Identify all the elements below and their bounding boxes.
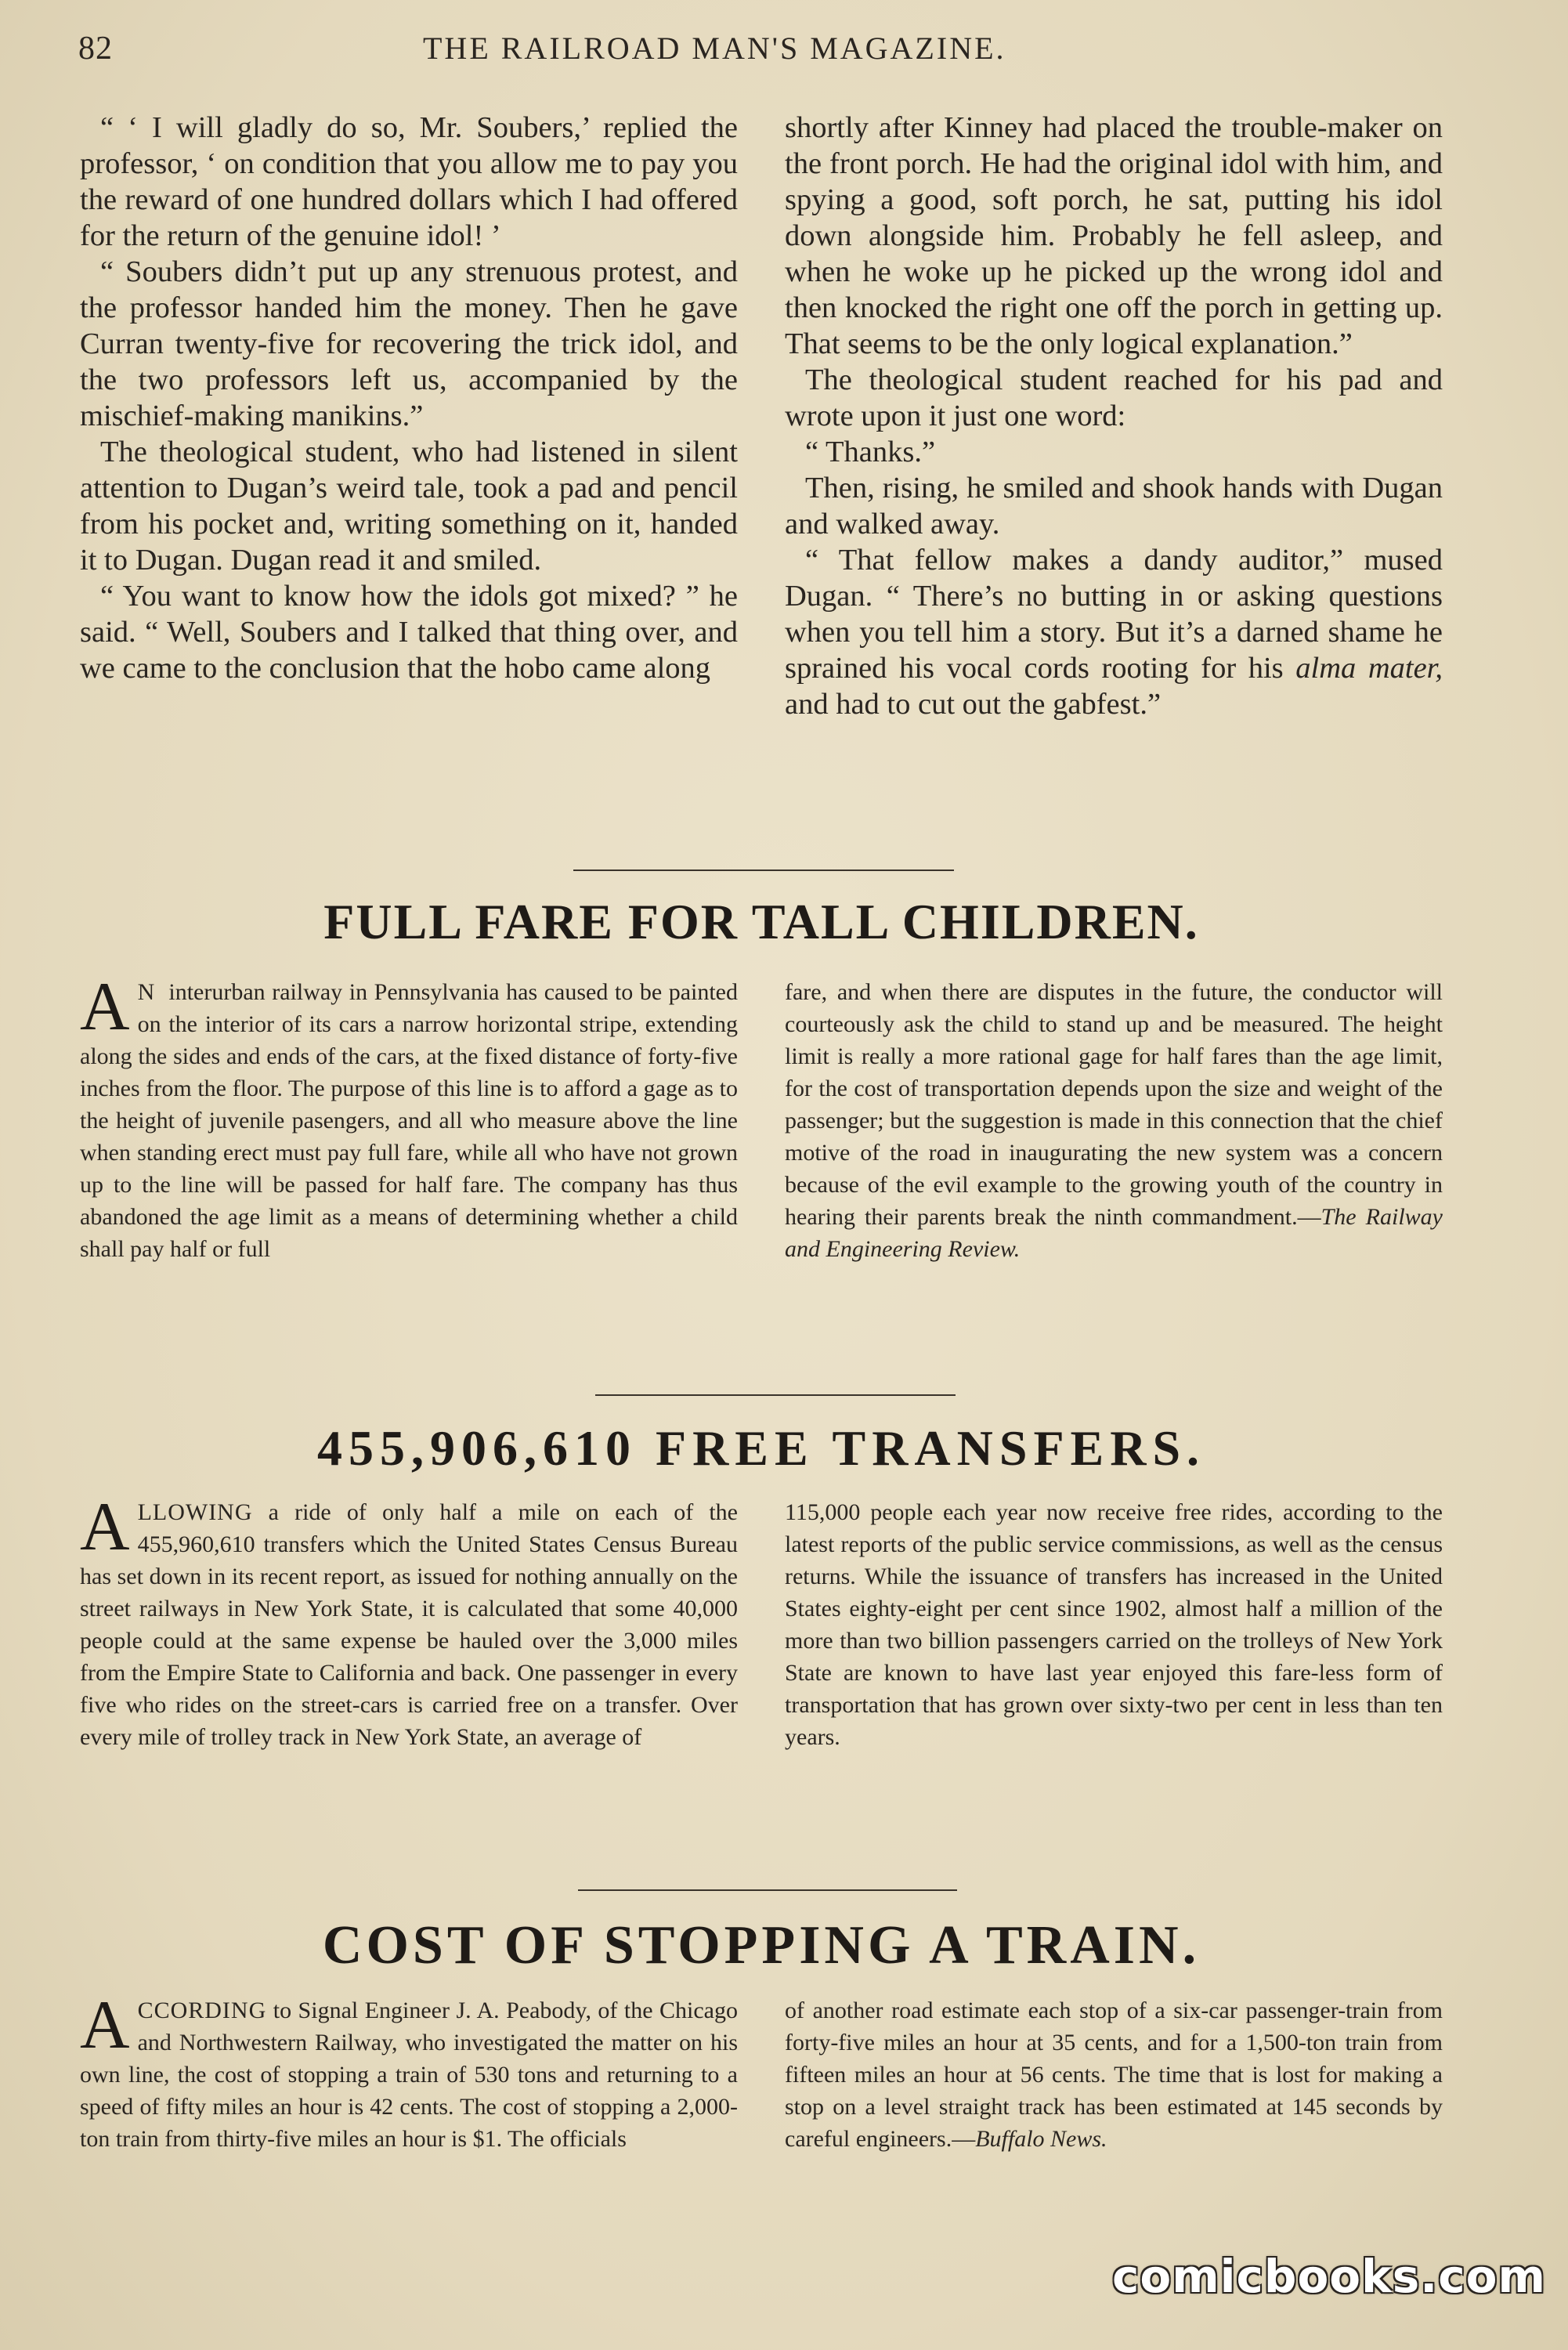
site-watermark: comicbooks.com	[1112, 2250, 1546, 2303]
article-source: The Railway and Engineering Review.	[785, 1204, 1443, 1262]
lead-in: N	[137, 979, 156, 1005]
story-text: “ That fellow makes a dandy auditor,” mused Dugan. “ There’s no butting in or asking questions when you tell him a story. But it’s a darned shame he sprained his vocal cords rooting for his	[785, 544, 1443, 685]
story-paragraph: shortly after Kinney had placed the trouble-maker on the front porch. He had the original idol with him, and spying a good, soft porch, he sat, putting his idol down alongside him. Probably he fell asleep, and when he woke up he picked up the wrong idol and then knocked the right one off the porch in getting up. That seems to be the only logical explanation.”	[785, 111, 1443, 360]
section-divider	[595, 1394, 956, 1396]
article-full-fare	[80, 969, 1443, 1368]
article-left-column	[80, 1489, 738, 1872]
story-continuation	[80, 110, 1443, 846]
story-paragraph: “ You want to know how the idols got mixed? ” he said. “ Well, Soubers and I talked that thing over, and we came to the conclusion that the hobo came along	[80, 580, 738, 685]
article-paragraph	[785, 976, 1443, 1265]
story-left-column	[80, 110, 738, 846]
article-paragraph	[80, 1489, 738, 1753]
story-paragraph: The theological student, who had listened in silent attention to Dugan’s weird tale, took a pad and pencil from his pocket and, writing something on it, handed it to Dugan. Dugan read it and smiled.	[80, 436, 738, 577]
article-paragraph	[785, 1994, 1443, 2155]
article-left-column	[80, 969, 738, 1368]
story-paragraph	[785, 542, 1443, 722]
story-italic-text: alma mater,	[1295, 652, 1443, 685]
article-headline: COST OF STOPPING A TRAIN.	[322, 1915, 1201, 1976]
story-right-column	[785, 110, 1443, 846]
article-text: fare, and when there are disputes in the future, the conductor will courteously ask the child to stand up and be measured. The height limit is really a more rational gage for half fares than the age limit, for the cost of transportation depends upon the size and weight of the passenger; but the suggestion is made in this connection that the chief motive of the road in inaugurating the new system was a concern because of the evil example to the growing youth of the country in hearing their parents break the ninth commandment.—	[785, 979, 1443, 1230]
section-divider	[573, 870, 954, 871]
article-text: a ride of only half a mile on each of the 455,960,610 transfers which the United States Census Bureau has set down in its recent report, as issued for nothing annually on the street railways in New York State, it is calculated that some 40,000 people could at the same expense be hauled over the 3,000 miles from the Empire State to California and back. One passenger in every five who rides on the street-cars is carried free on a transfer. Over every mile of trolley track in New York State, an average of	[80, 1499, 738, 1750]
article-text: interurban railway in Pennsylvania has caused to be painted on the interior of its cars a narrow horizontal stripe, extending along the sides and ends of the cars, at the fixed distance of forty-five inches from the floor. The purpose of this line is to afford a gage as to the height of juvenile pasengers, and all who measure above the line when standing erect must pay full fare, while all who have not grown up to the line will be passed for half fare. The company has thus abandoned the age limit as a means of determining whether a child shall pay half or full	[80, 979, 738, 1262]
lead-in: LLOWING	[137, 1499, 253, 1525]
story-paragraph: Then, rising, he smiled and shook hands with Dugan and walked away.	[785, 472, 1443, 540]
article-right-column	[785, 1496, 1443, 1872]
article-right-column	[785, 1994, 1443, 2229]
article-source: Buffalo News.	[975, 2126, 1107, 2152]
article-right-column	[785, 976, 1443, 1368]
lead-in: CCORDING	[137, 1998, 267, 2023]
article-text: to Signal Engineer J. A. Peabody, of the Chicago and Northwestern Railway, who investigated the matter on his own line, the cost of stopping a train of 530 tons and returning to a speed of fifty miles an hour is 42 cents. The cost of stopping a 2,000-ton train from thirty-five miles an hour is $1. The officials	[80, 1998, 738, 2152]
section-divider	[578, 1889, 957, 1891]
article-headline: FULL FARE FOR TALL CHILDREN.	[323, 894, 1199, 949]
running-head: THE RAILROAD MAN'S MAGAZINE.	[423, 31, 1006, 66]
article-text: 115,000 people each year now receive free rides, according to the latest reports of the public service commissions, as well as the census returns. While the issuance of transfers has increased in the United States eighty-eight per cent since 1902, almost half a million of the more than two billion passengers carried on the trolleys of New York State are known to have last year enjoyed this fare-less form of transportation that has grown over sixty-two per cent in less than ten years.	[785, 1499, 1443, 1750]
story-text: and had to cut out the gabfest.”	[785, 688, 1162, 721]
article-stopping-train	[80, 1987, 1443, 2229]
article-left-column	[80, 1987, 738, 2229]
page-number: 82	[78, 31, 113, 67]
story-paragraph: “ Thanks.”	[805, 436, 936, 468]
drop-cap: A	[80, 1489, 130, 1565]
story-paragraph: “ Soubers didn’t put up any strenuous protest, and the professor handed him the money. Then he gave Curran twenty-five for recovering the trick idol, and the two professors left us, accompanied by the mischief-making manikins.”	[80, 255, 738, 432]
article-headline: 455,906,610 FREE TRANSFERS.	[316, 1420, 1206, 1476]
article-free-transfers	[80, 1489, 1443, 1872]
article-paragraph	[785, 1496, 1443, 1753]
article-paragraph	[80, 1987, 738, 2155]
drop-cap: A	[80, 969, 130, 1045]
article-text: of another road estimate each stop of a six-car passenger-train from forty-five miles an hour at 35 cents, and for a 1,500-ton train from fifteen miles an hour at 56 cents. The time that is lost for making a stop on a level straight track has been estimated at 145 seconds by careful engineers.—	[785, 1998, 1443, 2152]
drop-cap: A	[80, 1987, 130, 2063]
article-paragraph	[80, 969, 738, 1265]
page-header	[78, 30, 1441, 77]
story-paragraph: The theological student reached for his pad and wrote upon it just one word:	[785, 363, 1443, 432]
story-paragraph: “ ‘ I will gladly do so, Mr. Soubers,’ replied the professor, ‘ on condition that you allow me to pay you the reward of one hundred dollars which I had offered for the return of the genuine idol! ’	[80, 111, 738, 252]
